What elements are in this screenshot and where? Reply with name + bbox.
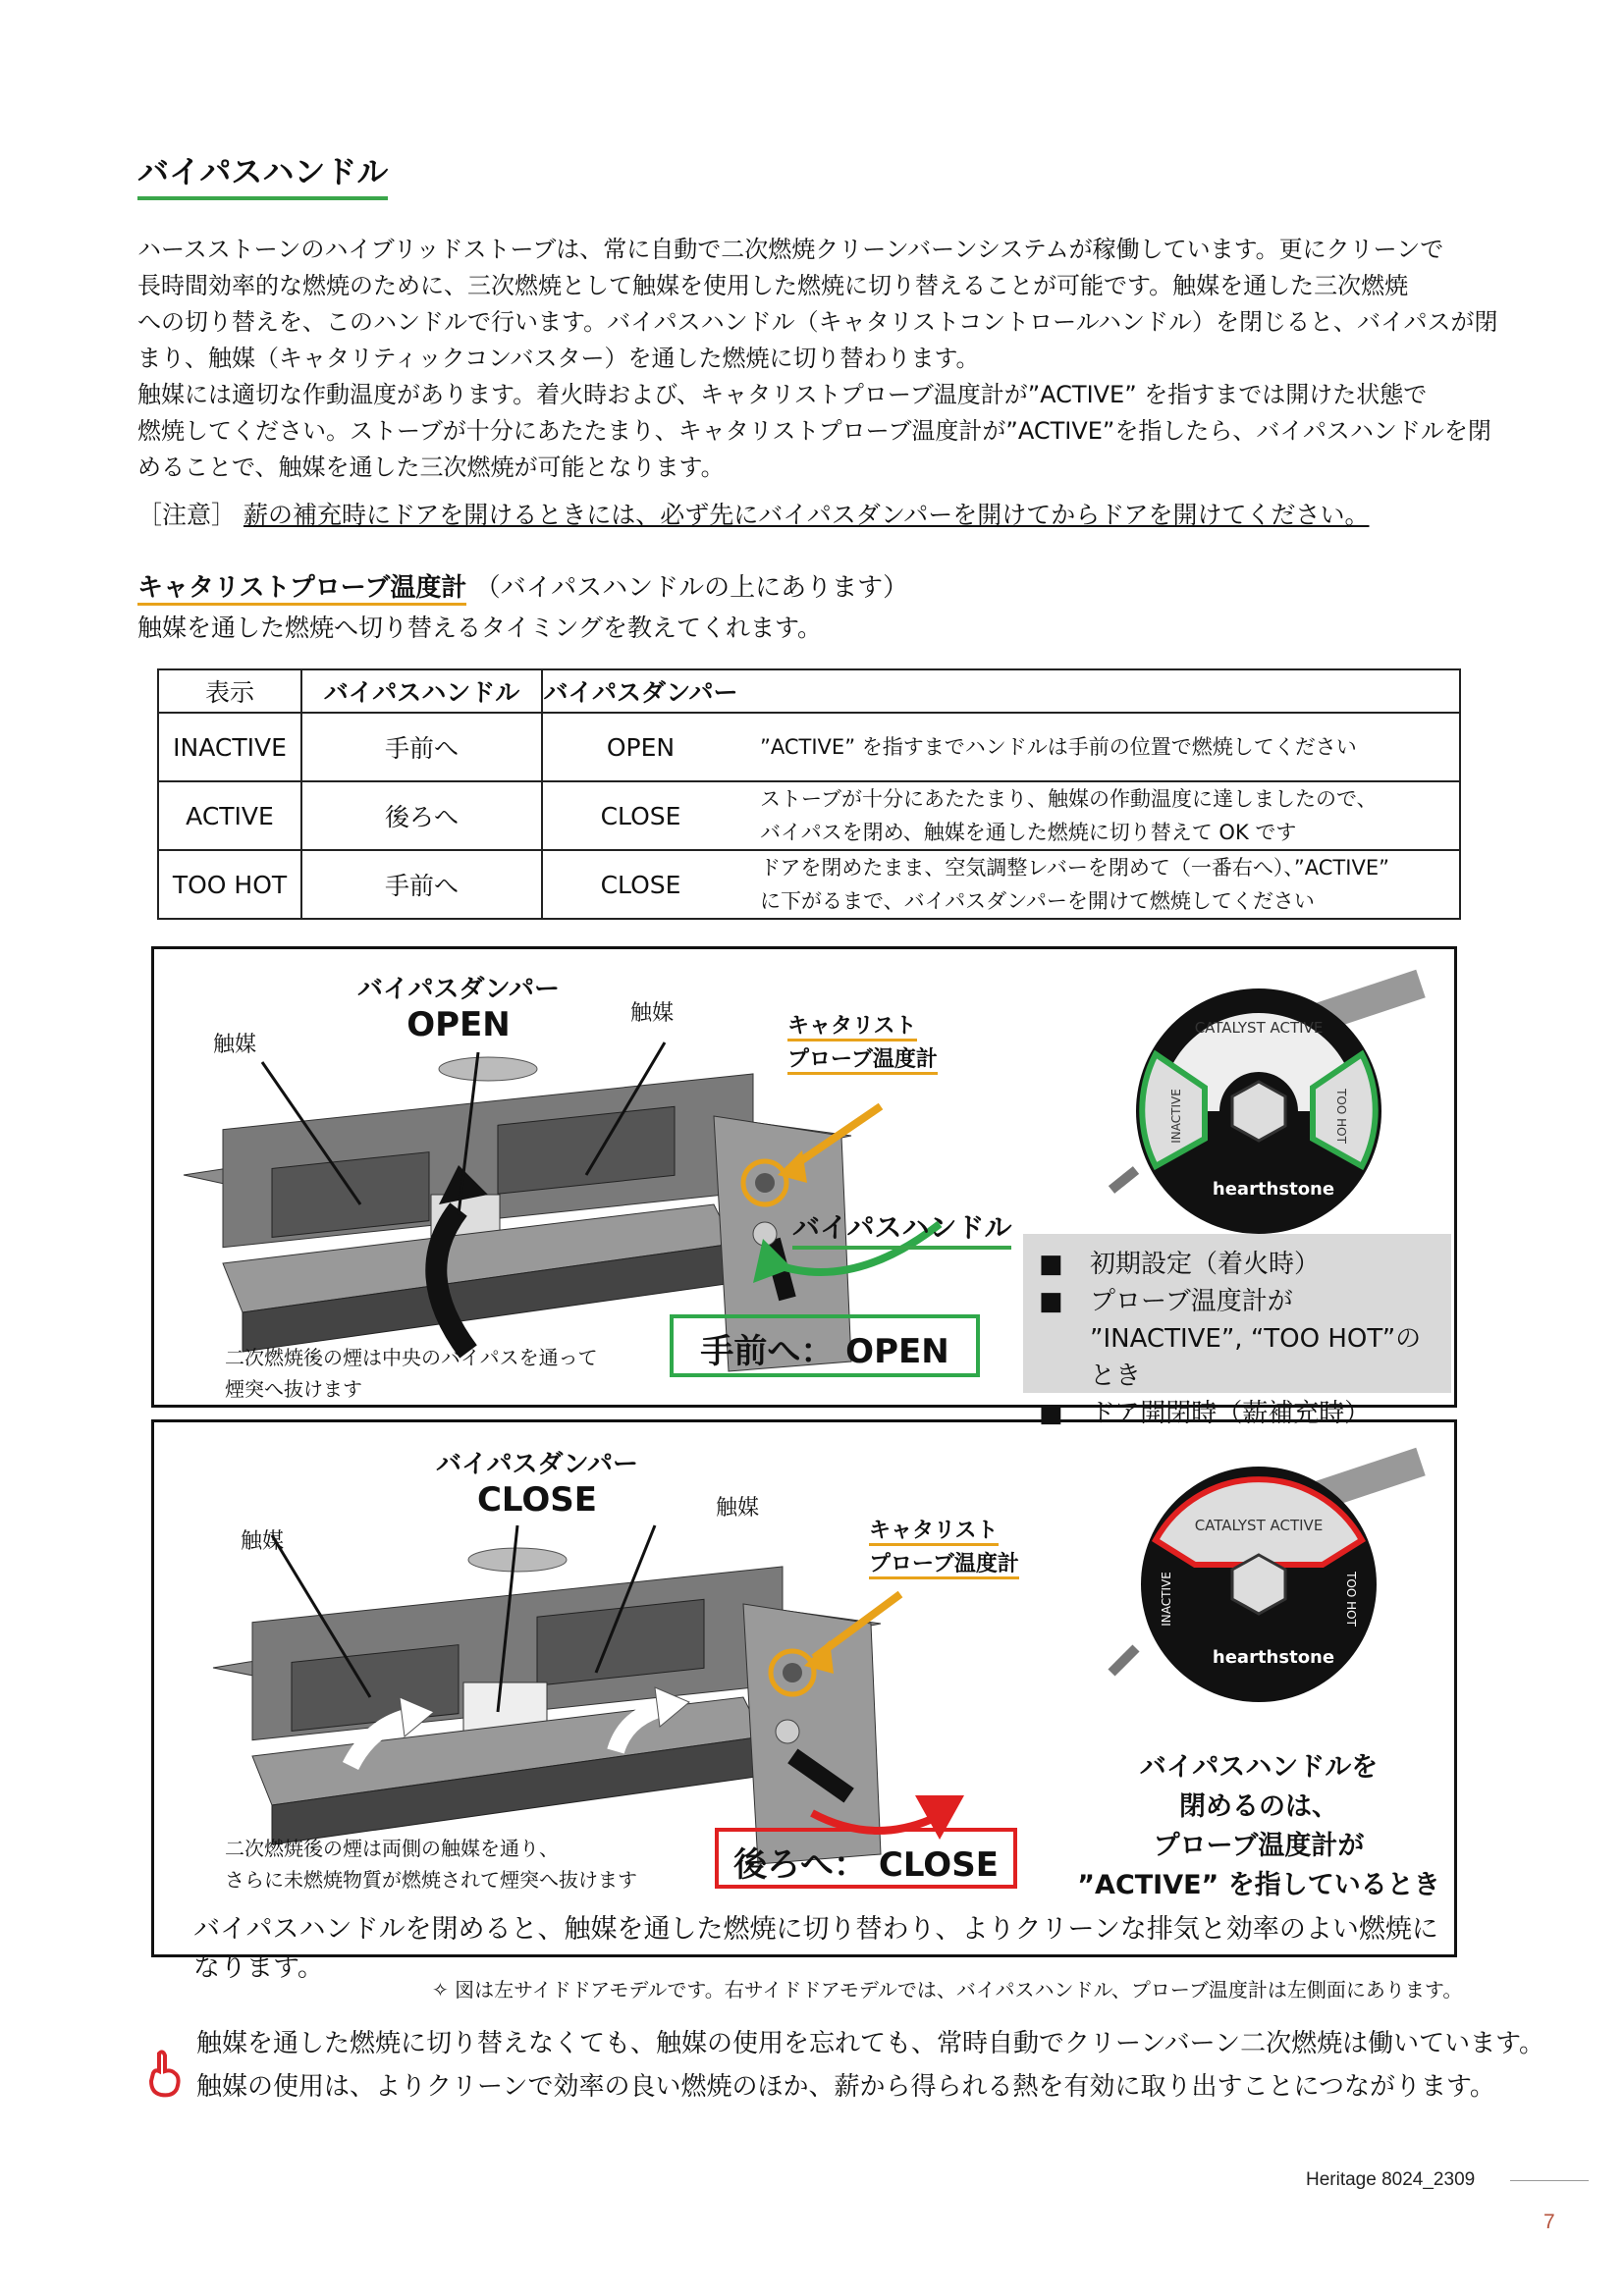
damper-title: バイパスダンパー [436, 1450, 638, 1479]
intro-line: 長時間効率的な燃焼のために、三次燃焼として触媒を使用した燃焼に切り替えることが可能です。触媒を通した三次燃焼 [137, 272, 1409, 299]
pointing-hand-icon [145, 2050, 183, 2099]
close-result-text: バイパスハンドルを閉めると、触媒を通した燃焼に切り替わり、よりクリーンな排気と効率のよい燃焼になります。 [193, 1914, 1438, 1983]
caption-line: 二次燃焼後の煙は中央のバイパスを通って [225, 1346, 598, 1369]
table-desc-line: ドアを閉めたまま、空気調整レバーを閉めて（一番右へ）、”ACTIVE” [760, 856, 1389, 880]
table-cell [738, 713, 1460, 781]
action-close-box: 後ろへ： CLOSE [715, 1828, 1017, 1889]
list-item: ■ 初期設定（着火時） [1039, 1250, 1321, 1279]
damper-label [341, 969, 576, 1044]
table-cell: OPEN [542, 713, 738, 781]
caution-prefix: ［注意］ [137, 501, 237, 529]
damper-state: OPEN [406, 1005, 511, 1044]
dial-top-text: CATALYST ACTIVE [1194, 1019, 1324, 1037]
footer-rule [1510, 2180, 1589, 2181]
probe-dial-open [1097, 964, 1431, 1239]
table-row [158, 850, 1460, 919]
caution-text: 薪の補充時にドアを開けるときには、必ず先にバイパスダンパーを開けてからドアを開けてください。 [243, 501, 1370, 529]
catalyst-label-right: 触媒 [716, 1496, 760, 1521]
damper-label [419, 1444, 655, 1520]
probe-label-line1: キャタリスト [869, 1519, 999, 1546]
table-cell: 後ろへ [301, 781, 542, 850]
table-desc-line: ”ACTIVE” を指すまでハンドルは手前の位置で燃焼してください [760, 735, 1357, 759]
table-desc-line: ストーブが十分にあたたまり、触媒の作動温度に達しましたので、 [760, 787, 1378, 811]
dial-left-text: INACTIVE [1160, 1572, 1173, 1627]
caption-line: さらに未燃焼物質が燃焼されて煙突へ抜けます [225, 1868, 637, 1892]
dial-right-text: TOO HOT [1344, 1572, 1358, 1627]
table-cell: 手前へ [301, 850, 542, 919]
table-header: バイパスハンドル [301, 669, 542, 713]
intro-line: ハースストーンのハイブリッドストーブは、常に自動で二次燃焼クリーンバーンシステムが稼働しています。更にクリーンで [137, 236, 1444, 263]
intro-line: 燃焼してください。ストーブが十分にあたたまり、キャタリストプローブ温度計が”ACTIVE”を指したら、バイパスハンドルを閉 [137, 417, 1491, 445]
probe-label-line2: プローブ温度計 [787, 1047, 938, 1075]
list-item: ”INACTIVE”, “TOO HOT”のとき [1090, 1324, 1422, 1391]
table-cell: 手前へ [301, 713, 542, 781]
caption-line: 二次燃焼後の煙は両側の触媒を通り、 [225, 1837, 559, 1860]
intro-line: めることで、触媒を通した三次燃焼が可能となります。 [137, 454, 725, 481]
footnote: ✧ 図は左サイドドアモデルです。右サイドドアモデルでは、バイパスハンドル、プローブ温度計は左側面にあります。 [432, 1978, 1463, 2002]
table-header: 表示 [158, 669, 301, 713]
table-cell: ACTIVE [158, 781, 301, 850]
table-cell: CLOSE [542, 850, 738, 919]
page-title: バイパスハンドル [137, 147, 388, 200]
handle-label: バイパスハンドル [792, 1206, 1011, 1250]
probe-label [869, 1515, 1019, 1581]
intro-paragraph [137, 232, 1532, 486]
intro-line: まり、触媒（キャタリティックコンバスター）を通した燃焼に切り替わります。 [137, 345, 980, 372]
bypass-open-panel [151, 946, 1457, 1428]
table-header: バイパスダンパー [542, 669, 738, 713]
caption-line: 煙突へ抜けます [225, 1377, 362, 1401]
smoke-caption [225, 1833, 637, 1896]
footer-doc-id: Heritage 8024_2309 [1306, 2169, 1476, 2190]
probe-subtitle: 触媒を通した燃焼へ切り替えるタイミングを教えてくれます。 [137, 614, 823, 642]
dial-left-text: INACTIVE [1169, 1089, 1183, 1144]
final-line: 触媒の使用は、よりクリーンで効率の良い燃焼のほか、薪から得られる熱を有効に取り出すことにつながります。 [196, 2072, 1495, 2102]
table-desc-line: バイパスを閉め、触媒を通した燃焼に切り替えて OK です [760, 821, 1297, 844]
caution-note [137, 496, 1369, 531]
probe-label-line2: プローブ温度計 [869, 1552, 1019, 1579]
bypass-close-panel [151, 1419, 1457, 1983]
intro-line: 触媒には適切な作動温度があります。着火時および、キャタリストプローブ温度計が”ACTIVE” を指すまでは開けた状態で [137, 381, 1428, 408]
table-desc-line: に下がるまで、バイパスダンパーを開けて燃焼してください [760, 889, 1315, 913]
probe-label-line1: キャタリスト [787, 1014, 917, 1041]
close-condition-note: バイパスハンドルを 閉めるのは、 プローブ温度計が ”ACTIVE” を指しているとき [1077, 1752, 1440, 1900]
open-conditions-box [1023, 1234, 1451, 1428]
table-cell [738, 850, 1460, 919]
intro-line: への切り替えを、このハンドルで行います。バイパスハンドル（キャタリストコントロールハンドル）を閉じると、バイパスが閉 [137, 308, 1498, 336]
dial-top-text: CATALYST ACTIVE [1194, 1517, 1324, 1534]
dial-brand-text: hearthstone [1212, 1647, 1335, 1668]
table-cell: TOO HOT [158, 850, 301, 919]
probe-label [787, 1010, 938, 1077]
table-row [158, 713, 1460, 781]
smoke-caption [225, 1342, 598, 1405]
damper-state: CLOSE [476, 1480, 598, 1520]
table-row [158, 781, 1460, 850]
probe-dial-close [1097, 1442, 1431, 1707]
final-remarks [196, 2022, 1544, 2109]
final-line: 触媒を通した燃焼に切り替えなくても、触媒の使用を忘れても、常時自動でクリーンバーン二次燃焼は働いています。 [196, 2029, 1545, 2058]
probe-heading [137, 567, 908, 604]
probe-heading-suffix: （バイパスハンドルの上にあります） [474, 573, 909, 603]
status-table [157, 668, 1461, 920]
list-item: ■ プローブ温度計が [1039, 1287, 1293, 1316]
list-item: ■ ドア開閉時（薪補充時） [1039, 1399, 1371, 1428]
table-header-row [158, 669, 1460, 713]
catalyst-label-left: 触媒 [241, 1529, 285, 1554]
catalyst-label-right: 触媒 [630, 1001, 675, 1026]
table-cell: CLOSE [542, 781, 738, 850]
damper-title: バイパスダンパー [357, 975, 560, 1004]
dial-brand-text: hearthstone [1212, 1179, 1335, 1200]
table-cell [738, 781, 1460, 850]
page-number: 7 [1543, 2211, 1555, 2233]
table-cell: INACTIVE [158, 713, 301, 781]
probe-heading-title: キャタリストプローブ温度計 [137, 573, 466, 606]
dial-right-text: TOO HOT [1334, 1089, 1348, 1144]
action-open-box: 手前へ： OPEN [670, 1314, 980, 1377]
table-header [738, 669, 1460, 713]
catalyst-label-left: 触媒 [213, 1033, 257, 1057]
